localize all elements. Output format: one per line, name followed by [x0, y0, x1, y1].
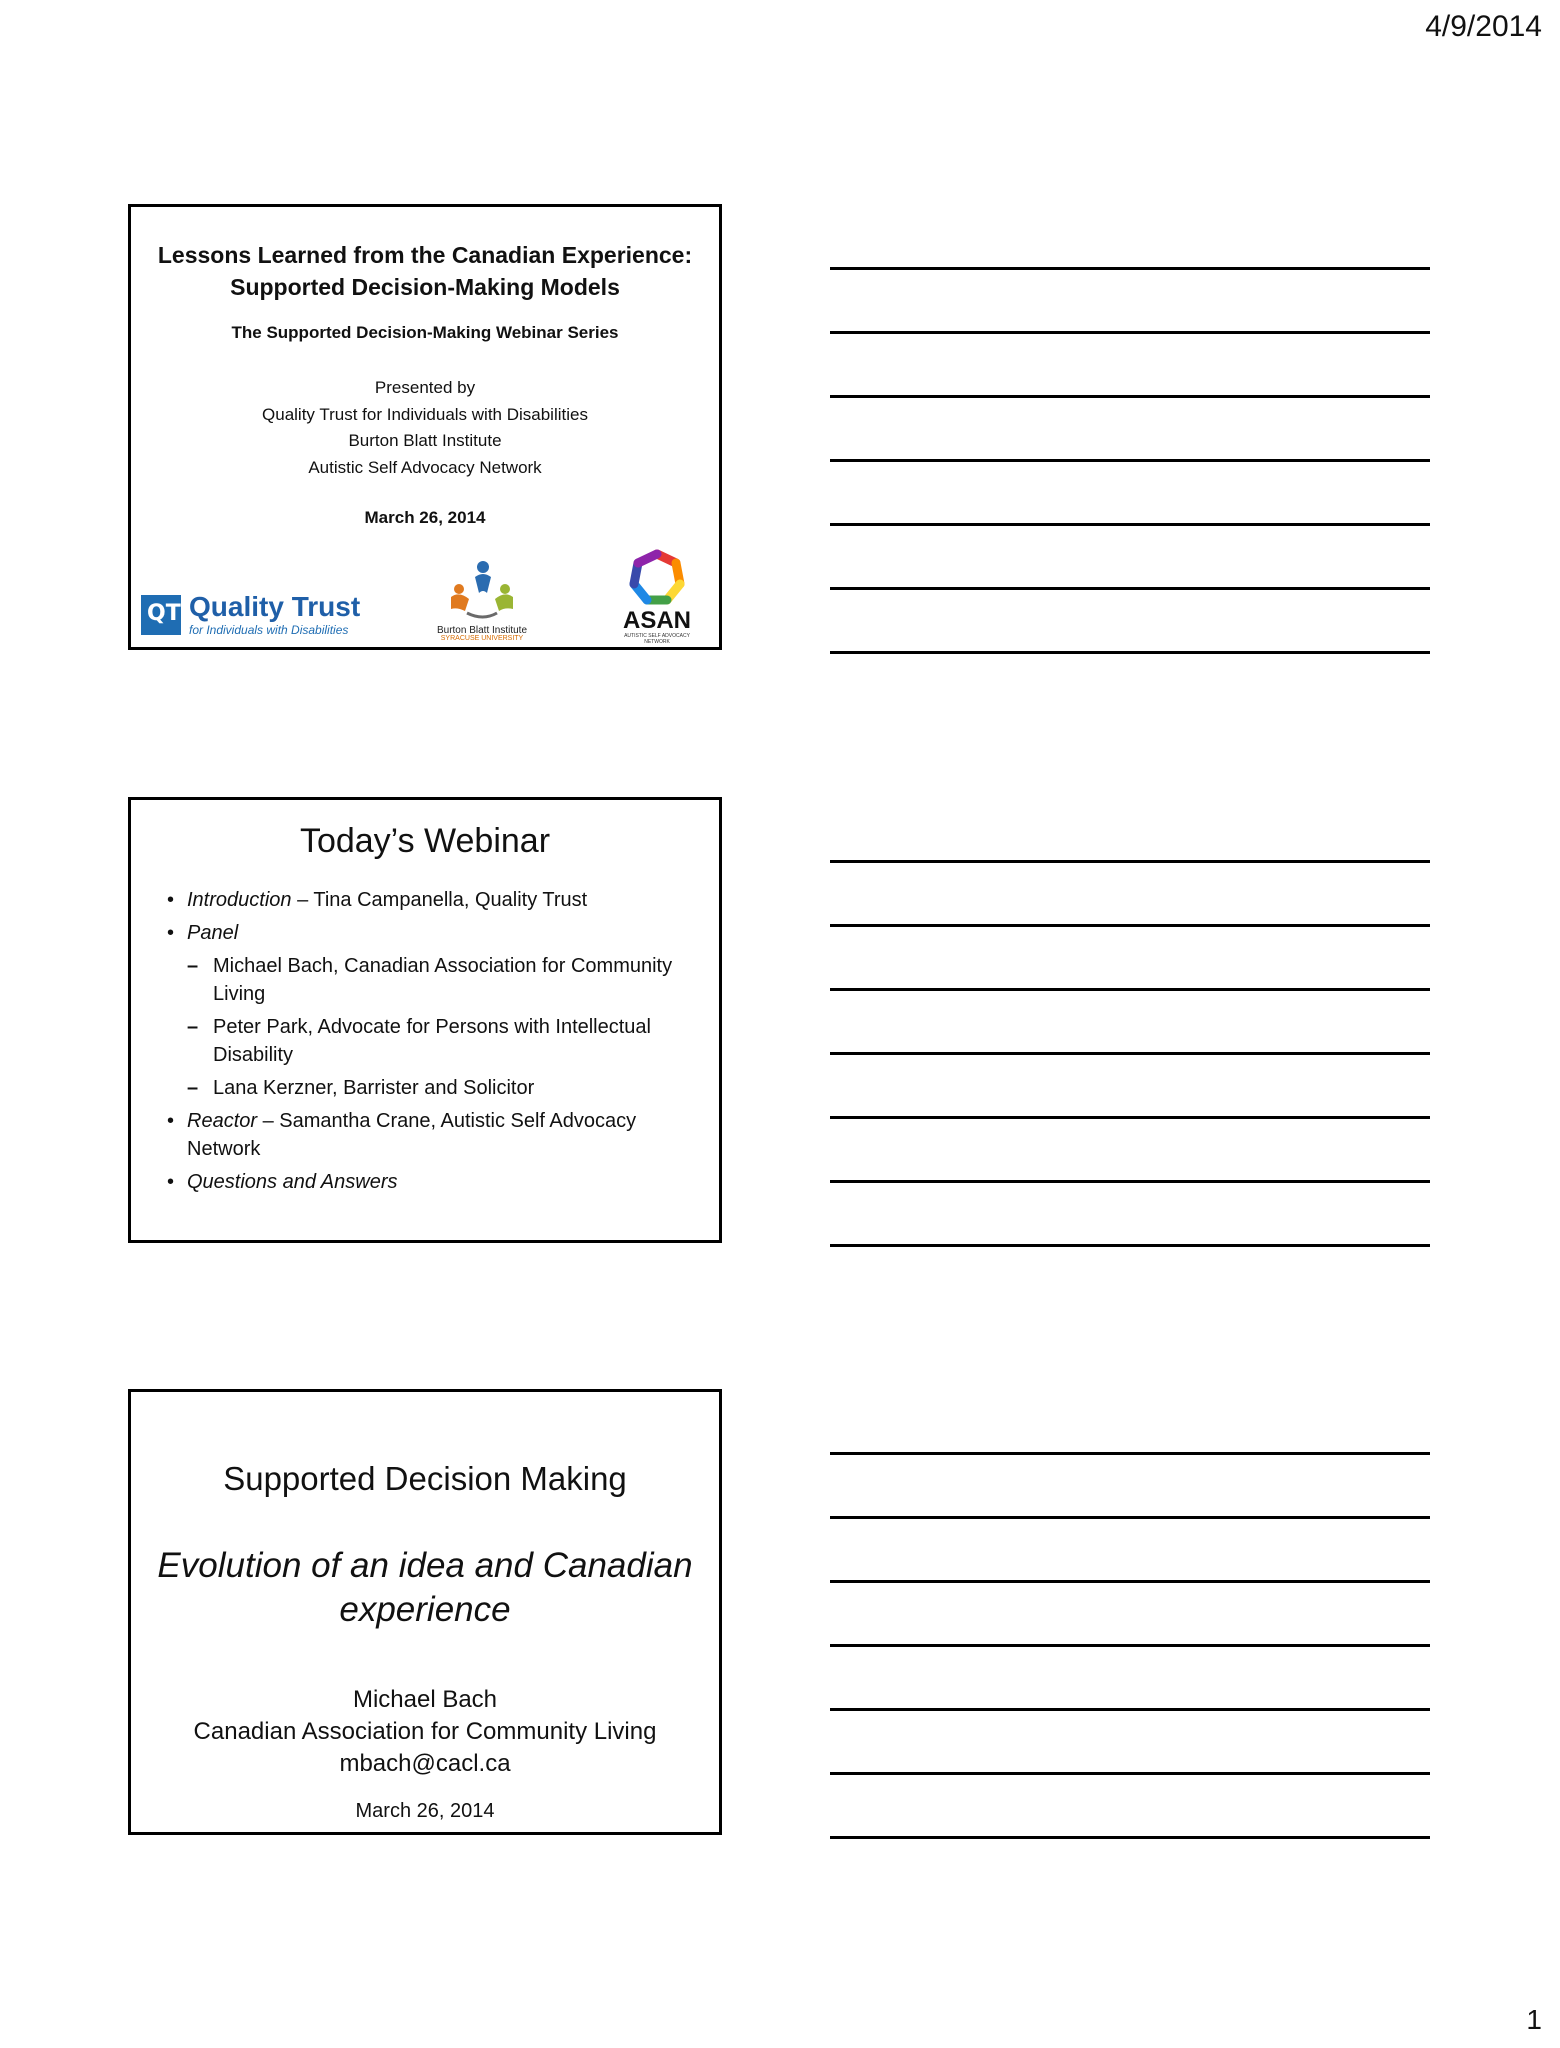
author-organization: Canadian Association for Community Living — [193, 1718, 657, 1745]
note-line — [830, 1052, 1430, 1055]
title-line-2: Supported Decision-Making Models — [230, 274, 620, 300]
note-line — [830, 1580, 1430, 1583]
burton-blatt-name: Burton Blatt Institute — [436, 625, 528, 636]
note-line — [830, 267, 1430, 270]
note-line — [830, 651, 1430, 654]
quality-trust-name: Quality Trust — [189, 591, 361, 622]
slide-1-date: March 26, 2014 — [364, 508, 486, 527]
page-number: 1 — [1526, 2004, 1542, 2035]
list-item: • Introduction – Tina Campanella, Quality Trust — [161, 886, 699, 914]
asan-logo — [611, 547, 703, 643]
list-subitem: – Michael Bach, Canadian Association for Community Living — [161, 952, 699, 1008]
list-item: • Panel — [161, 919, 699, 947]
note-line — [830, 523, 1430, 526]
webinar-series: The Supported Decision-Making Webinar Series — [231, 323, 619, 342]
quality-trust-logo — [141, 591, 371, 639]
note-line — [830, 1244, 1430, 1247]
burton-blatt-sub: SYRACUSE UNIVERSITY — [440, 635, 524, 642]
note-line — [830, 1772, 1430, 1775]
slide-2 — [128, 797, 722, 1243]
print-date: 4/9/2014 — [1425, 10, 1542, 43]
slide-3-heading: Supported Decision Making — [223, 1460, 627, 1497]
presented-by-label: Presented by — [374, 378, 476, 397]
asan-name: ASAN — [622, 607, 691, 634]
asan-sub: AUTISTIC SELF ADVOCACY NETWORK — [624, 633, 690, 645]
note-line — [830, 459, 1430, 462]
presenter: Burton Blatt Institute — [348, 431, 502, 450]
note-line — [830, 988, 1430, 991]
burton-blatt-logo — [427, 559, 537, 645]
slide-3-subtitle: Evolution of an idea and Canadian experience — [157, 1546, 693, 1629]
note-line — [830, 1516, 1430, 1519]
author-name: Michael Bach — [352, 1686, 498, 1713]
burton-blatt-figures-icon — [445, 559, 519, 623]
slide-1 — [128, 204, 722, 650]
asan-rainbow-ring-icon — [611, 547, 703, 609]
slide-3-date: March 26, 2014 — [355, 1800, 495, 1822]
note-line — [830, 1116, 1430, 1119]
quality-trust-sub: for Individuals with Disabilities — [189, 623, 349, 637]
note-line — [830, 587, 1430, 590]
list-subitem: – Lana Kerzner, Barrister and Solicitor — [161, 1074, 699, 1102]
note-line — [830, 1644, 1430, 1647]
slide-2-heading: Today’s Webinar — [299, 822, 551, 860]
agenda-list — [161, 886, 699, 1201]
note-line — [830, 1708, 1430, 1711]
presenter: Autistic Self Advocacy Network — [308, 457, 542, 477]
author-block — [131, 1684, 719, 1780]
list-item: • Reactor – Samantha Crane, Autistic Self Advocacy Network — [161, 1107, 699, 1163]
list-item: • Questions and Answers — [161, 1168, 699, 1196]
note-line — [830, 860, 1430, 863]
slide-3 — [128, 1389, 722, 1835]
note-line — [830, 924, 1430, 927]
note-line — [830, 395, 1430, 398]
quality-trust-mark-icon: QT — [141, 595, 181, 635]
note-line — [830, 331, 1430, 334]
author-email: mbach@cacl.ca — [339, 1750, 511, 1777]
presenters-block — [131, 375, 719, 481]
slide-1-title — [131, 239, 719, 303]
title-line-1: Lessons Learned from the Canadian Experience: — [157, 242, 693, 268]
note-line — [830, 1452, 1430, 1455]
note-line — [830, 1836, 1430, 1839]
presenter: Quality Trust for Individuals with Disabilities — [262, 404, 588, 424]
list-subitem: – Peter Park, Advocate for Persons with Intellectual Disability — [161, 1013, 699, 1069]
note-line — [830, 1180, 1430, 1183]
